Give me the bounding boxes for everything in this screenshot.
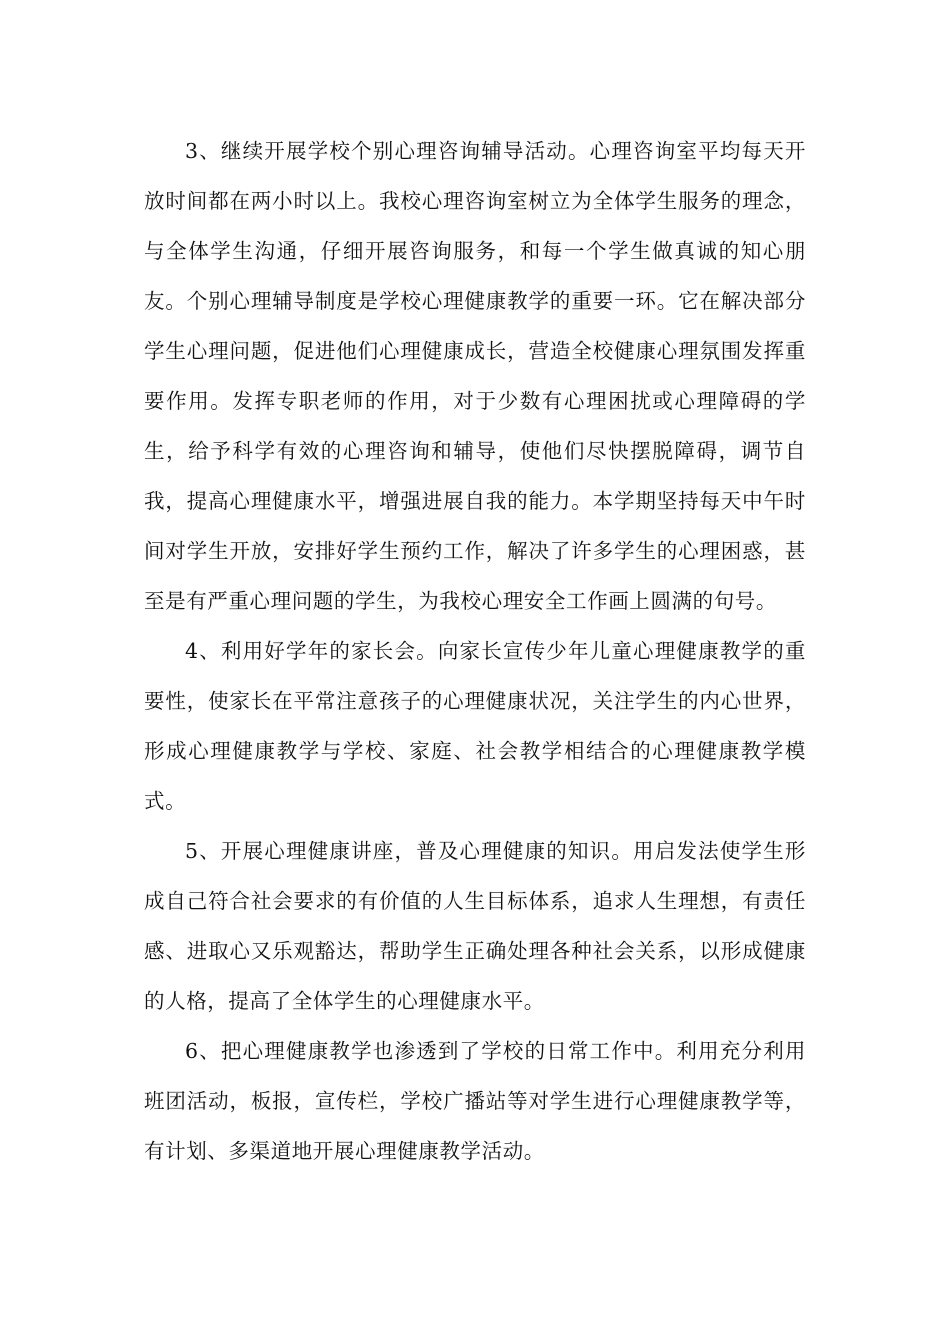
paragraph-4: 4、利用好学年的家长会。向家长宣传少年儿童心理健康教学的重要性，使家长在平常注意孩子的心理健康状况，关注学生的内心世界，形成心理健康教学与学校、家庭、社会教学相结合的心理健康教学模式。 (144, 639, 806, 813)
paragraph-5: 5、开展心理健康讲座，普及心理健康的知识。用启发法使学生形成自己符合社会要求的有价值的人生目标体系，追求人生理想，有责任感、进取心又乐观豁达，帮助学生正确处理各种社会关系，以形成健康的人格，提高了全体学生的心理健康水平。 (144, 839, 806, 1013)
paragraph-6: 6、把心理健康教学也渗透到了学校的日常工作中。利用充分利用班团活动，板报，宣传栏，学校广播站等对学生进行心理健康教学等，有计划、多渠道地开展心理健康教学活动。 (144, 1039, 806, 1163)
document-body (144, 126, 806, 1176)
paragraph-3: 3、继续开展学校个别心理咨询辅导活动。心理咨询室平均每天开放时间都在两小时以上。我校心理咨询室树立为全体学生服务的理念，与全体学生沟通，仔细开展咨询服务，和每一个学生做真诚的知心朋友。个别心理辅导制度是学校心理健康教学的重要一环。它在解决部分学生心理问题，促进他们心理健康成长，营造全校健康心理氛围发挥重要作用。发挥专职老师的作用，对于少数有心理困扰或心理障碍的学生，给予科学有效的心理咨询和辅导，使他们尽快摆脱障碍，调节自我，提高心理健康水平，增强进展自我的能力。本学期坚持每天中午时间对学生开放，安排好学生预约工作，解决了许多学生的心理困惑，甚至是有严重心理问题的学生，为我校心理安全工作画上圆满的句号。 (144, 139, 806, 613)
